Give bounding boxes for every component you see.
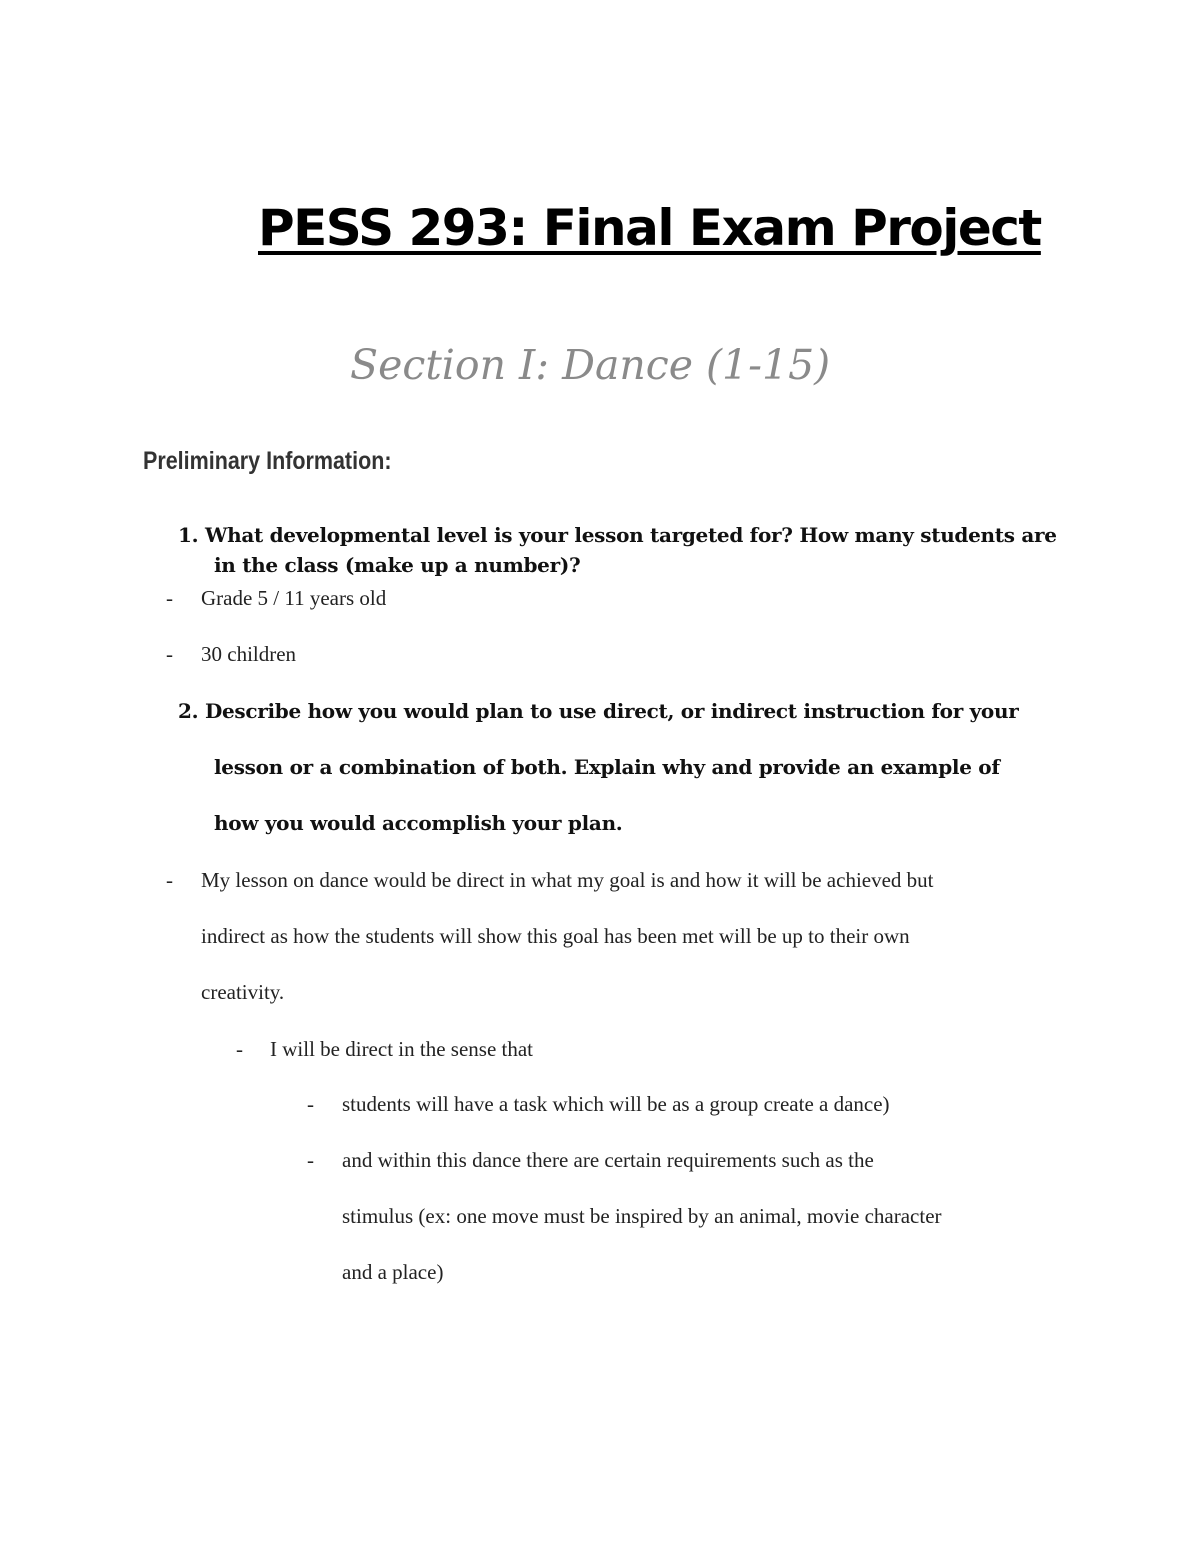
answer-2-sub-item: I will be direct in the sense that: [270, 1037, 534, 1061]
question-1-number: 1.: [178, 523, 199, 547]
answer-2-subsub-item-1: students will have a task which will be as a group create a dance): [342, 1092, 890, 1116]
answer-2-subsub-item-2-line-1: and within this dance there are certain requirements such as the: [342, 1148, 874, 1172]
preliminary-heading: Preliminary Information:: [143, 447, 392, 475]
answer-2-main-line-2: indirect as how the students will show this goal has been met will be up to their own: [201, 924, 910, 948]
question-2-text-line-3: how you would accomplish your plan.: [214, 811, 623, 835]
bullet-marker: -: [166, 868, 173, 892]
bullet-marker: -: [166, 586, 173, 610]
document-title: PESS 293: Final Exam Project: [258, 199, 1041, 257]
bullet-marker: -: [307, 1148, 314, 1172]
bullet-marker: -: [236, 1037, 243, 1061]
answer-1-item-1: Grade 5 / 11 years old: [201, 586, 387, 610]
answer-2-subsub-item-2-line-3: and a place): [342, 1260, 444, 1284]
question-2-text-line-1: Describe how you would plan to use direct, or indirect instruction for your: [204, 699, 1019, 723]
answer-2-subsub-item-2-line-2: stimulus (ex: one move must be inspired by an animal, movie character: [342, 1204, 942, 1228]
question-1-line-1: [178, 520, 1057, 550]
question-1-text-line-1: What developmental level is your lesson targeted for? How many students are: [204, 523, 1057, 547]
question-2-text-line-2: lesson or a combination of both. Explain why and provide an example of: [214, 755, 1000, 779]
bullet-marker: -: [166, 642, 173, 666]
question-2-line-1: [178, 696, 1018, 726]
answer-2-main-line-3: creativity.: [201, 980, 285, 1004]
bullet-marker: -: [307, 1092, 314, 1116]
question-2-number: 2.: [178, 699, 199, 723]
answer-2-main-line-1: My lesson on dance would be direct in what my goal is and how it will be achieved but: [201, 868, 934, 892]
question-1-text-line-2: in the class (make up a number)?: [214, 553, 581, 577]
answer-1-item-2: 30 children: [201, 642, 297, 666]
section-heading: Section I: Dance (1-15): [350, 341, 831, 389]
